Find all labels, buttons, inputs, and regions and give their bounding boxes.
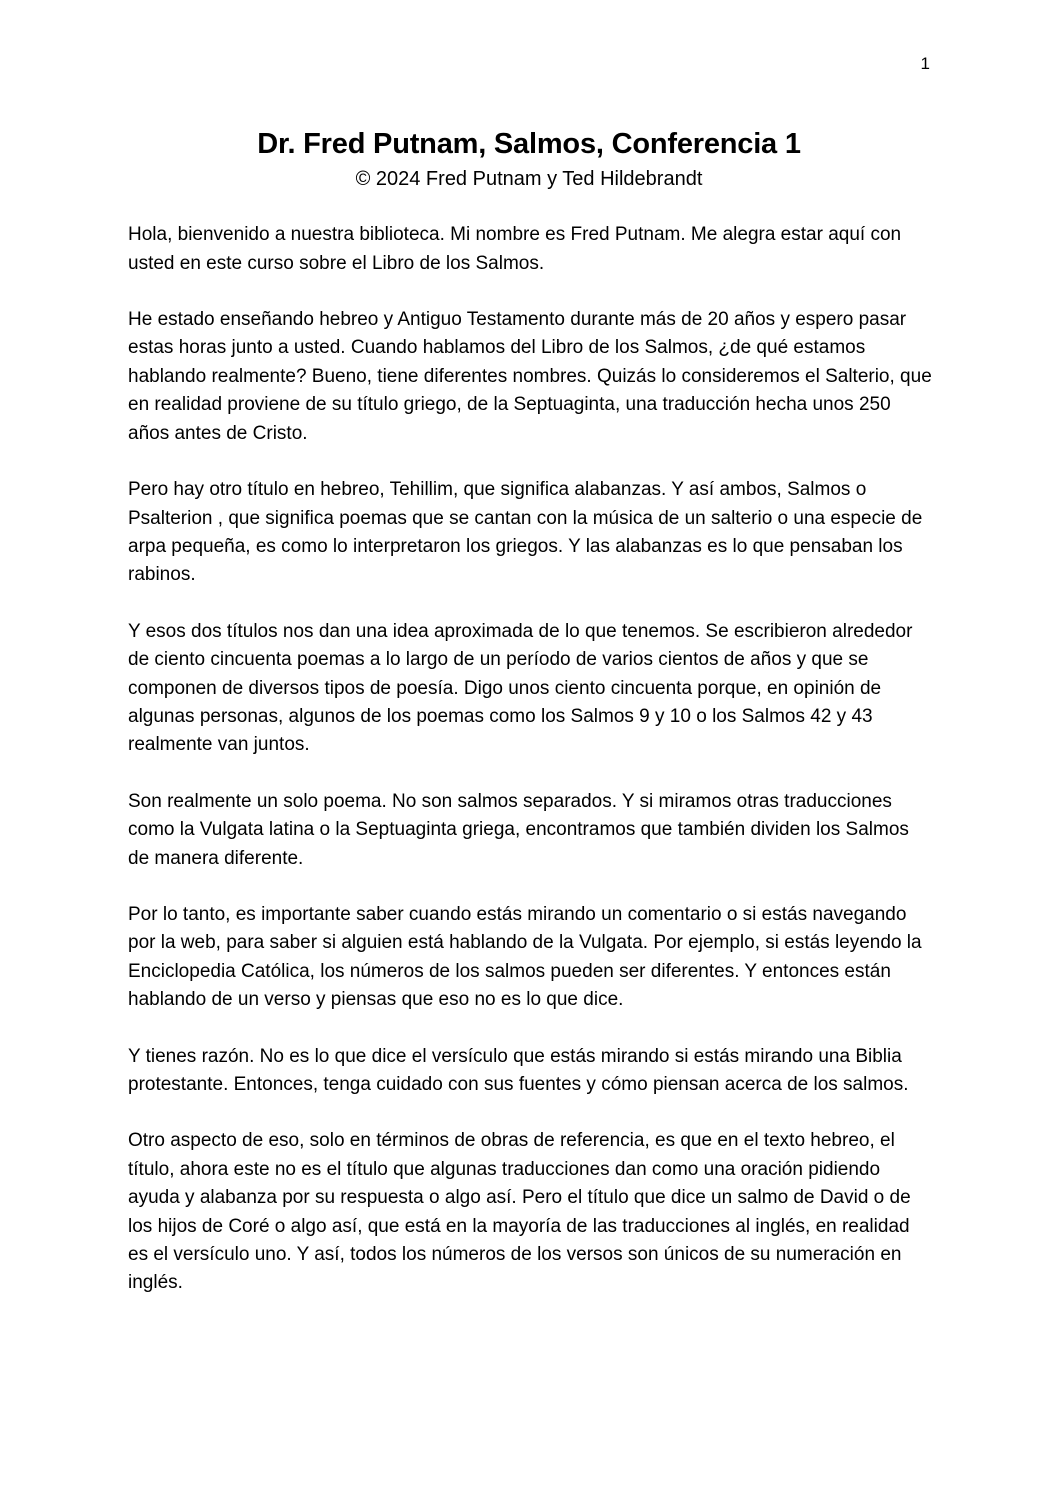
paragraph-8: Otro aspecto de eso, solo en términos de obras de referencia, es que en el texto hebreo, el título, ahora este no es el título que algunas traducciones dan como una oración pidiendo ayuda y alabanza por su respuesta o algo así. Pero el título que dice un salmo de David o de los hijos de Coré o algo así, que está en la mayoría de las traducciones al inglés, en realidad es el versículo uno. Y así, todos los números de los versos son únicos de su numeración en inglés. bbox=[128, 1130, 911, 1294]
document-header bbox=[0, 126, 1058, 191]
document-body bbox=[128, 221, 934, 1298]
paragraph-5: Son realmente un solo poema. No son salmos separados. Y si miramos otras traducciones como la Vulgata latina o la Septuaginta griega, encontramos que también dividen los Salmos de manera diferente. bbox=[128, 790, 909, 869]
paragraph-4: Y esos dos títulos nos dan una idea aproximada de lo que tenemos. Se escribieron alrededor de ciento cincuenta poemas a lo largo de un período de varios cientos de años y que se componen de diversos tipos de poesía. Digo unos ciento cincuenta porque, en opinión de algunas personas, algunos de los poemas como los Salmos 9 y 10 o los Salmos 42 y 43 realmente van juntos. bbox=[128, 620, 913, 756]
paragraph-3: Pero hay otro título en hebreo, Tehillim, que significa alabanzas. Y así ambos, Salmos o Psalterion , que significa poemas que se cantan con la música de un salterio o una especie de arpa pequeña, es como lo interpretaron los griegos. Y las alabanzas es lo que pensaban los rabinos. bbox=[128, 479, 923, 586]
paragraph-1: Hola, bienvenido a nuestra biblioteca. Mi nombre es Fred Putnam. Me alegra estar aquí con usted en este curso sobre el Libro de los Salmos. bbox=[128, 224, 902, 274]
paragraph-6: Por lo tanto, es importante saber cuando estás mirando un comentario o si estás navegando por la web, para saber si alguien está hablando de la Vulgata. Por ejemplo, si estás leyendo la Enciclopedia Católica, los números de los salmos pueden ser diferentes. Y entonces están hablando de un verso y piensas que eso no es lo que dice. bbox=[128, 903, 922, 1011]
paragraph-2: He estado enseñando hebreo y Antiguo Testamento durante más de 20 años y espero pasar estas horas junto a usted. Cuando hablamos del Libro de los Salmos, ¿de qué estamos hablando realmente? Bueno, tiene diferentes nombres. Quizás lo consideremos el Salterio, que en realidad proviene de su título griego, de la Septuaginta, una traducción hecha unos 250 años antes de Cristo. bbox=[128, 309, 932, 444]
paragraph-7: Y tienes razón. No es lo que dice el versículo que estás mirando si estás mirando una Biblia protestante. Entonces, tenga cuidado con sus fuentes y cómo piensan acerca de los salmos. bbox=[128, 1045, 909, 1095]
copyright-line: © 2024 Fred Putnam y Ted Hildebrandt bbox=[355, 168, 703, 191]
document-title: Dr. Fred Putnam, Salmos, Conferencia 1 bbox=[257, 128, 801, 160]
page-number: 1 bbox=[920, 54, 930, 73]
